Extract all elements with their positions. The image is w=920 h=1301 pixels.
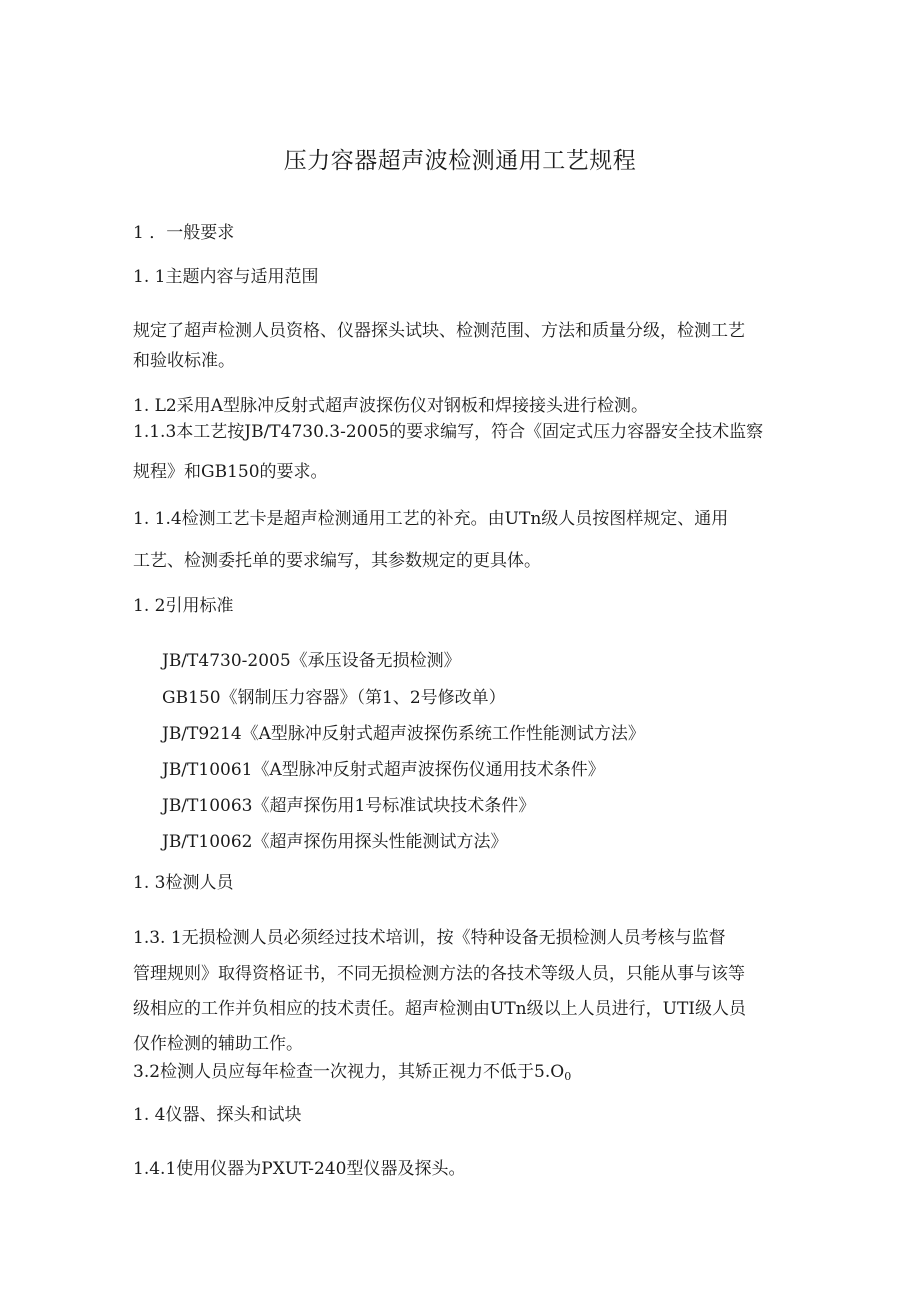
paragraph-line: 级相应的工作并负相应的技术责任。超声检测由UTn级以上人员进行，UTI级人员: [133, 999, 746, 1019]
section-1-3-heading: 1. 3检测人员: [133, 873, 234, 893]
paragraph-line: 1. L2采用A型脉冲反射式超声波探伤仪对钢板和焊接接头进行检测。: [133, 396, 649, 416]
reference-standard: GB150《钢制压力容器》（第1、2号修改单）: [162, 688, 506, 708]
paragraph-line: 管理规则》取得资格证书，不同无损检测方法的各技术等级人员，只能从事与该等: [133, 964, 745, 984]
reference-standard: JB/T10062《超声探伤用探头性能测试方法》: [162, 832, 508, 852]
paragraph-line: 1.4.1使用仪器为PXUT-240型仪器及探头。: [133, 1159, 466, 1179]
paragraph-line: 仅作检测的辅助工作。: [133, 1034, 303, 1054]
reference-standard: JB/T4730-2005《承压设备无损检测》: [162, 651, 461, 671]
paragraph-line: 规程》和GB150的要求。: [133, 462, 328, 482]
reference-standard: JB∕T10061《A型脉冲反射式超声波探伤仪通用技术条件》: [162, 760, 605, 780]
paragraph-line: 规定了超声检测人员资格、仪器探头试块、检测范围、方法和质量分级，检测工艺: [133, 321, 745, 341]
paragraph-line: 工艺、检测委托单的要求编写，其参数规定的更具体。: [133, 551, 541, 571]
section-1-heading: 1 ．一般要求: [133, 223, 235, 243]
section-1-2-heading: 1. 2引用标准: [133, 596, 234, 616]
paragraph-line: 和验收标准。: [133, 351, 235, 371]
paragraph-line: 1. 1.4检测工艺卡是超声检测通用工艺的补充。由UTn级人员按图样规定、通用: [133, 509, 729, 529]
section-1-1-heading: 1. 1主题内容与适用范围: [133, 267, 319, 287]
paragraph-line: 1.3. 1无损检测人员必须经过技术培训，按《特种设备无损检测人员考核与监督: [133, 928, 726, 948]
vision-subscript: 0: [564, 1070, 572, 1083]
document-title: 压力容器超声波检测通用工艺规程: [283, 148, 637, 174]
vision-text: 3.2检测人员应每年检查一次视力，其矫正视力不低于5.O: [133, 1062, 565, 1082]
paragraph-line: 1.1.3本工艺按JB/T4730.3-2005的要求编写，符合《固定式压力容器安全技术监察: [133, 422, 764, 442]
reference-standard: JB∕T9214《A型脉冲反射式超声波探伤系统工作性能测试方法》: [162, 724, 645, 744]
section-1-4-heading: 1. 4仪器、探头和试块: [133, 1105, 302, 1125]
paragraph-line-vision: [133, 1061, 571, 1088]
reference-standard: JB/T10063《超声探伤用1号标准试块技术条件》: [162, 796, 536, 816]
